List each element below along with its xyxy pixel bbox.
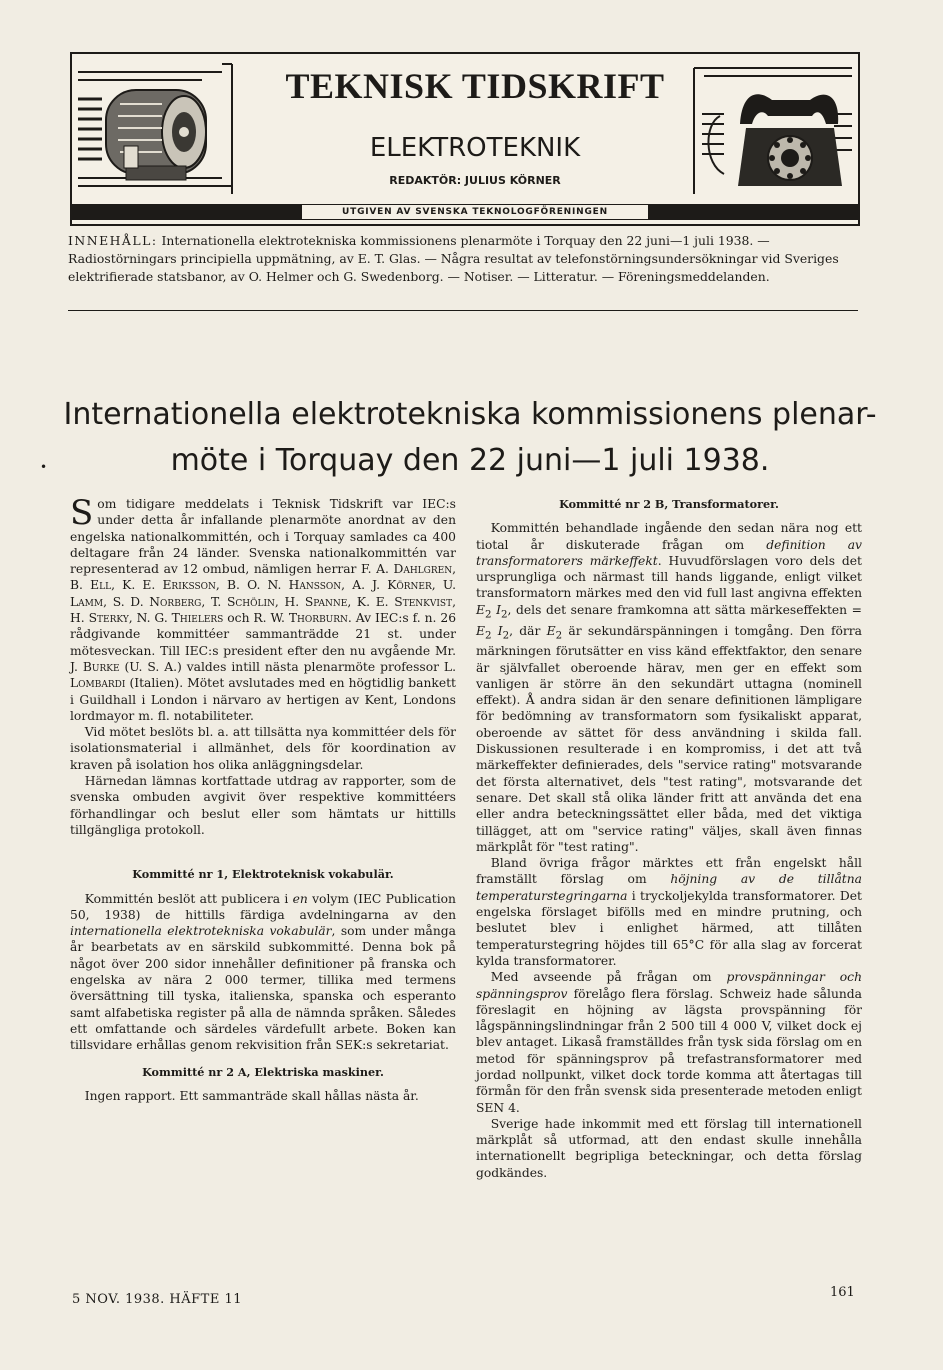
contents-rule xyxy=(68,310,858,311)
article-headline xyxy=(60,392,880,484)
paragraph: Kommittén behandlade ingående den sedan nära nog ett tiotal år diskuterade frågan om definition av transformatorers märkeffekt. Huvudförslagen voro dels det ursprungliga och närmast till hands liggande, enligt vilket transformatorn märkes med den vid full last angivna effekten $E_2$ $I_2$, dels det senare framkomna att sätta märkeseffekten = $E_2$ $I_2$, där $E_2$ är sekundärspänningen i tomgång. Den förra märkningen förutsätter en viss känd effektfaktor, den senare är självfallet oberoende härav, men ger en effekt som vanligen är större än den sekundärt uttagna (nominell effekt). Å andra sidan är den senare definitionen lämpligare för bedömning av transformatorn som fysikaliskt apparat, oberoende av sättet för dess användning i skilda fall. Diskussionen resulterade i en kompromiss, i det att två märkeffekter definierades, dels "service rating" motsvarande det första alternativet, dels "test rating", motsvarande det senare. Det skall stå olika länder fritt att använda det ena eller andra beteckningssättet eller båda, med det viktiga tillägget, att om "service rating" väljes, skall även finnas märkplåt för "test rating". xyxy=(476,521,862,854)
headline-line-2: möte i Torquay den 22 juni—1 juli 1938. xyxy=(170,443,770,478)
page-number: 161 xyxy=(830,1285,855,1300)
paragraph: Sverige hade inkommit med ett förslag till internationell märkplåt så utformad, att den endast skulle innehålla internationellt begripliga beteckningar, och detta förslag godkändes. xyxy=(476,1116,862,1180)
paragraph: Kommittén beslöt att publicera i en volym (IEC Publication 50, 1938) de hittills färdiga avdelningarna av den internationella elektrotekniska vokabulär, som under många år bearbetats av en särskild subkommitté. Denna bok på något över 200 sidor innehåller definitioner på franska och engelska av nära 2 000 termer, tillika med termens översättning till tyska, italienska, spanska och esperanto samt alfabetiska register på alla de nämnda språken. Således ett omfattande och särdeles värdefullt arbete. Boken kan tillsvidare erhållas genom rekvisition från SEK:s sekretariat. xyxy=(70,891,456,1053)
intro-paragraph: Som tidigare meddelats i Teknisk Tidskrift var IEC:s under detta år infallande plenarmöte anordnat av den engelska nationalkommittén, och i Torquay samlades ca 400 deltagare från 24 länder. Svenska nationalkommittén var representerad av 12 ombud, nämligen herrar F. A. Dahlgren, B. Ell, K. E. Eriksson, B. O. N. Hansson, A. J. Körner, U. Lamm, S. D. Norberg, T. Schölin, H. Spanne, K. E. Stenkvist, H. Sterky, N. G. Thielers och R. W. Thorburn. Av IEC:s f. n. 26 rådgivande kommittéer sammanträdde 21 st. under mötesveckan. Till IEC:s president efter den nu avgående Mr. J. Burke (U. S. A.) valdes intill nästa plenarmöte professor L. Lombardi (Italien). Mötet avslutades med en högtidlig bankett i Guildhall i London i närvaro av hertigen av Kent, Londons lordmayor m. fl. notabiliteter. xyxy=(70,493,457,723)
left-column xyxy=(70,493,457,1104)
contents-text: Internationella elektrotekniska kommissionens plenarmöte i Torquay den 22 juni—1 juli 1938. — Radiostörningars principiella uppmätning, av E. T. Glas. — Några resultat av telefonstörningsundersökningar vid Sveriges elektrifierade statsbanor, av O. Helmer och G. Swedenborg. — Notiser. — Litteratur. — Föreningsmeddelanden. xyxy=(68,233,839,284)
section-heading: Kommitté nr 2 B, Transformatorer. xyxy=(559,497,779,511)
issue-line: 5 NOV. 1938. HÄFTE 11 xyxy=(72,1292,243,1307)
section-heading: Kommitté nr 1, Elektroteknisk vokabulär. xyxy=(132,867,394,882)
contents-label: INNEHÅLL: xyxy=(68,233,158,248)
margin-mark: • xyxy=(40,460,48,474)
telephone-illustration xyxy=(684,54,856,204)
section-heading: Kommitté nr 2 A, Elektriska maskiner. xyxy=(142,1064,384,1079)
electric-motor-illustration xyxy=(72,54,252,204)
paragraph: Härnedan lämnas kortfattade utdrag av rapporter, som de svenska ombuden avgivit över respektive kommittéers förhandlingar och beslut eller som hämtats ur hittills tillgängliga protokoll. xyxy=(70,774,456,837)
journal-title: TEKNISK TIDSKRIFT xyxy=(285,66,665,106)
editor-line: REDAKTÖR: JULIUS KÖRNER xyxy=(389,174,561,187)
paragraph: Vid mötet beslöts bl. a. att tillsätta nya kommittéer dels för isolationsmaterial i allmänhet, dels för koordination av kraven på isolation hos olika anläggningsdelar. xyxy=(70,725,456,772)
right-column xyxy=(476,496,862,1181)
headline-line-1: Internationella elektrotekniska kommissionens plenar- xyxy=(63,397,877,432)
table-of-contents xyxy=(68,232,868,286)
journal-section: ELEKTROTEKNIK xyxy=(369,133,581,163)
paragraph: Bland övriga frågor märktes ett från engelskt håll framställt förslag om höjning av de tillåtna temperaturstegringarna i tryckoljekylda transformatorer. Det engelska förslaget bifölls med en mindre prutning, och beslutet blev i enlighet härmed, att tillåten temperaturstegring höjdes till 65°C för alla slag av forcerat kylda transformatorer. xyxy=(476,856,862,968)
masthead xyxy=(70,52,860,226)
paragraph: Ingen rapport. Ett sammanträde skall hållas nästa år. xyxy=(84,1088,419,1103)
publisher-line: UTGIVEN AV SVENSKA TEKNOLOGFÖRENINGEN xyxy=(302,205,648,219)
paragraph: Med avseende på frågan om provspänningar och spänningsprov förelågo flera förslag. Schweiz hade sålunda föreslagit en höjning av lägsta provspänning för lågspänningslindningar från 2 500 till 4 000 V, vilket dock ej blev antaget. Likaså framställdes från tysk sida förslag om en metod för spänningsprov på trefastransformatorer med jordad nollpunkt, vilket dock torde komma att återtagas till förmån för den från svensk sida presenterade metoden enligt SEN 4. xyxy=(476,970,862,1115)
